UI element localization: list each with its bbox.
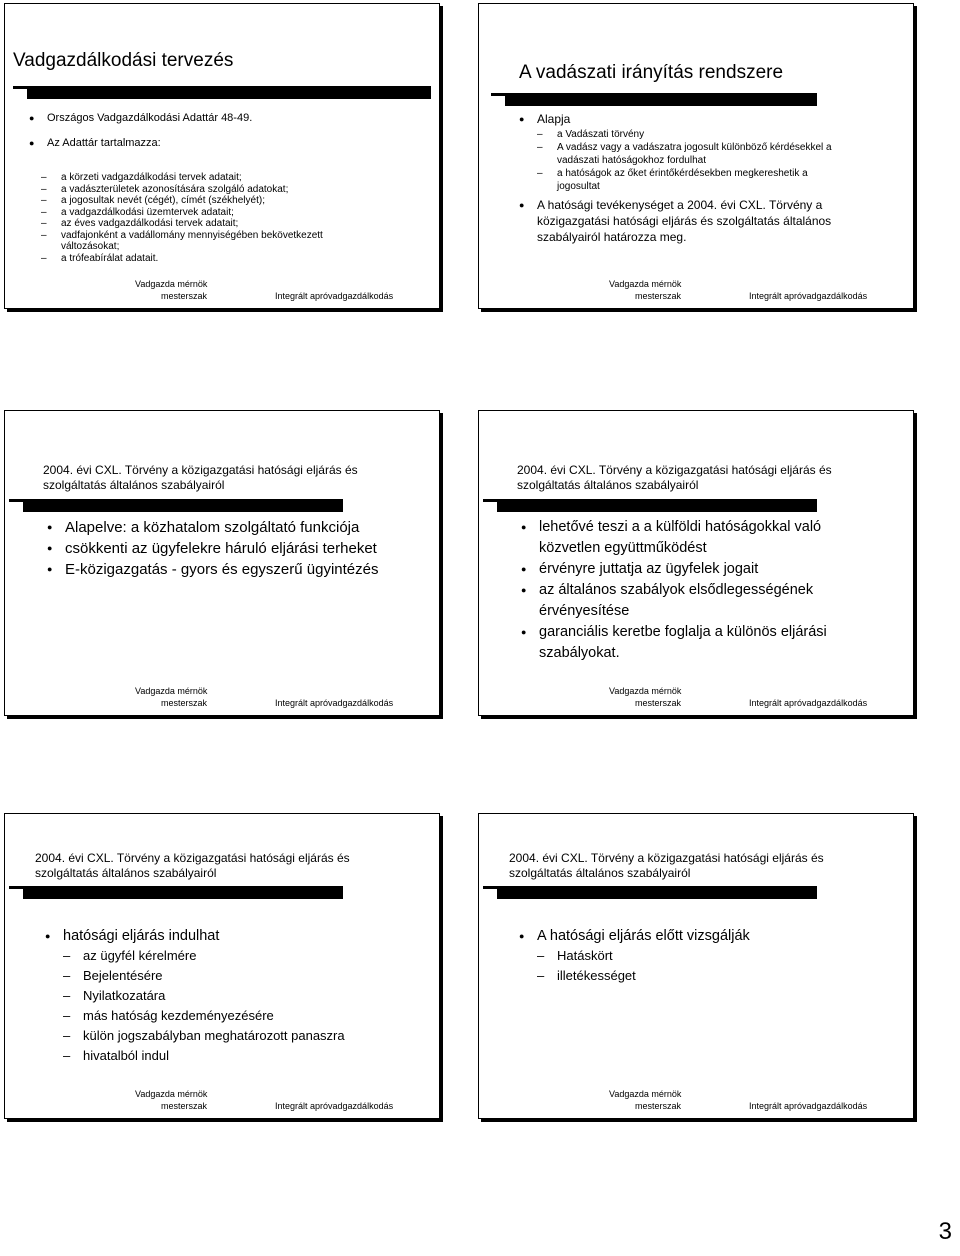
- bullet-list: [27, 112, 252, 162]
- title-underline-bar: [483, 886, 817, 899]
- title-bar-notch: [483, 502, 497, 512]
- list-item: ● Országos Vadgazdálkodási Adattár 48-49.: [27, 112, 252, 125]
- bullet-list: [517, 112, 837, 245]
- title-bar-notch: [13, 89, 27, 99]
- list-item: ● Alapelve: a közhatalom szolgáltató funkciója: [45, 517, 385, 538]
- title-underline-bar: [483, 499, 817, 512]
- slide-title: 2004. évi CXL. Törvény a közigazgatási hatósági eljárás és szolgáltatás általános szabályairól: [43, 463, 358, 492]
- list-item: – külön jogszabályban meghatározott panaszra: [63, 1026, 403, 1046]
- slide-1: Vadgazdálkodási tervezés ● Országos Vadgazdálkodási Adattár 48-49. ● Az Adattár tartalmazza: – a körzeti vadgazdálkodási tervek adatait; – a vadászterületek azonosítására szolgáló adatokat; – a jogosultak nevét (cégét), címét (székhelyét); – a vadgazdálkodási üzemtervek adatait; – az éves vadgazdálkodási tervek adatait; – vadfajonként a vadállomány mennyiségében bekövetkezett változásokat; – a trófeabírálat adatait. Vadgazda mérnök mesterszak Integrált apróvadgazdálkodás: [4, 3, 440, 309]
- list-item: – hivatalból indul: [63, 1046, 403, 1066]
- bullet-list: [45, 517, 385, 580]
- list-item: – Nyilatkozatára: [63, 986, 403, 1006]
- sub-list: [41, 172, 341, 264]
- list-item: – a trófeabírálat adatait.: [41, 253, 341, 265]
- slide-2: A vadászati irányítás rendszere ● Alapja – a Vadászati törvény – A vadász vagy a vadászatra jogosult különböző kérdésekkel a vadászati hatóságokhoz fordulhat – a hatóságok az őket érintőkérdésekben megkereshetik a jogosultat ● A hatósági tevékenységet a 2004. évi CXL. Törvény a közigazgatási hatósági eljárás és szolgáltatás általános szabályairól határozza meg. Vadgazda mérnök mesterszak Integrált apróvadgazdálkodás: [478, 3, 914, 309]
- list-item: ● Az Adattár tartalmazza:: [27, 137, 252, 150]
- slide-4: 2004. évi CXL. Törvény a közigazgatási hatósági eljárás és szolgáltatás általános szabályairól ● lehetővé teszi a a külföldi hatóságokkal való közvetlen együttműködést ● érvényre juttatja az ügyfelek jogait ● az általános szabályok elsődlegességének érvényesítése ● garanciális keretbe foglalja a különös eljárási szabályokat. Vadgazda mérnök mesterszak Integrált apróvadgazdálkodás: [478, 410, 914, 716]
- list-item: ● hatósági eljárás indulhat – az ügyfél kérelmére – Bejelentésére – Nyilatkozatára – más hatóság kezdeményezésére – külön jogszabályban meghatározott panaszra – hivatalból indul: [43, 926, 403, 1066]
- list-item: – vadfajonként a vadállomány mennyiségében bekövetkezett változásokat;: [41, 230, 341, 253]
- list-item: ● csökkenti az ügyfelekre háruló eljárási terheket: [45, 538, 385, 559]
- title-underline-bar: [491, 93, 817, 106]
- slide-5: 2004. évi CXL. Törvény a közigazgatási hatósági eljárás és szolgáltatás általános szabályairól ● hatósági eljárás indulhat – az ügyfél kérelmére – Bejelentésére – Nyilatkozatára – más hatóság kezdeményezésére – külön jogszabályban meghatározott panaszra – hivatalból indul Vadgazda mérnök mesterszak Integrált apróvadgazdálkodás: [4, 813, 440, 1119]
- list-item: ● garanciális keretbe foglalja a különös eljárási szabályokat.: [519, 622, 869, 664]
- list-item: ● lehetővé teszi a a külföldi hatóságokkal való közvetlen együttműködést: [519, 517, 869, 559]
- title-underline-bar: [9, 499, 343, 512]
- slide-title: Vadgazdálkodási tervezés: [13, 50, 234, 71]
- list-item: – Hatáskört: [537, 946, 877, 966]
- title-bar-notch: [9, 889, 23, 899]
- list-item: ● érvényre juttatja az ügyfelek jogait: [519, 559, 869, 580]
- list-item: – a vadgazdálkodási üzemtervek adatait;: [41, 207, 341, 219]
- list-item: ● E-közigazgatás - gyors és egyszerű ügyintézés: [45, 559, 385, 580]
- list-item: ● az általános szabályok elsődlegességének érvényesítése: [519, 580, 869, 622]
- title-bar-notch: [483, 889, 497, 899]
- list-item: – az ügyfél kérelmére: [63, 946, 403, 966]
- title-underline-bar: [13, 86, 431, 99]
- list-item: – A vadász vagy a vadászatra jogosult különböző kérdésekkel a vadászati hatóságokhoz fordulhat: [537, 141, 837, 167]
- list-item: – a Vadászati törvény: [537, 128, 837, 141]
- list-item: – a vadászterületek azonosítására szolgáló adatokat;: [41, 184, 341, 196]
- title-underline-bar: [9, 886, 343, 899]
- list-item: – a hatóságok az őket érintőkérdésekben megkereshetik a jogosultat: [537, 167, 837, 193]
- list-item: – az éves vadgazdálkodási tervek adatait;: [41, 218, 341, 230]
- list-item: – a jogosultak nevét (cégét), címét (székhelyét);: [41, 195, 341, 207]
- slide-title: A vadászati irányítás rendszere: [519, 62, 784, 83]
- slide-title: 2004. évi CXL. Törvény a közigazgatási hatósági eljárás és szolgáltatás általános szabályairól: [517, 463, 832, 492]
- bullet-list: [519, 517, 869, 664]
- title-bar-notch: [491, 96, 505, 106]
- bullet-list: [517, 926, 877, 986]
- slide-3: 2004. évi CXL. Törvény a közigazgatási hatósági eljárás és szolgáltatás általános szabályairól ● Alapelve: a közhatalom szolgáltató funkciója ● csökkenti az ügyfelekre háruló eljárási terheket ● E-közigazgatás - gyors és egyszerű ügyintézés Vadgazda mérnök mesterszak Integrált apróvadgazdálkodás: [4, 410, 440, 716]
- list-item: ● A hatósági tevékenységet a 2004. évi CXL. Törvény a közigazgatási hatósági eljárás és szolgáltatás általános szabályairól határozza meg.: [517, 197, 837, 245]
- list-item: ● A hatósági eljárás előtt vizsgálják – Hatáskört – illetékességet: [517, 926, 877, 986]
- page-number: 3: [938, 1218, 952, 1245]
- slide-title: 2004. évi CXL. Törvény a közigazgatási hatósági eljárás és szolgáltatás általános szabályairól: [35, 851, 350, 880]
- slide-6: 2004. évi CXL. Törvény a közigazgatási hatósági eljárás és szolgáltatás általános szabályairól ● A hatósági eljárás előtt vizsgálják – Hatáskört – illetékességet Vadgazda mérnök mesterszak Integrált apróvadgazdálkodás: [478, 813, 914, 1119]
- slide-title: 2004. évi CXL. Törvény a közigazgatási hatósági eljárás és szolgáltatás általános szabályairól: [509, 851, 824, 880]
- list-item: – a körzeti vadgazdálkodási tervek adatait;: [41, 172, 341, 184]
- bullet-list: [43, 926, 403, 1066]
- title-bar-notch: [9, 502, 23, 512]
- list-item: ● Alapja – a Vadászati törvény – A vadász vagy a vadászatra jogosult különböző kérdésekkel a vadászati hatóságokhoz fordulhat – a hatóságok az őket érintőkérdésekben megkereshetik a jogosultat: [517, 112, 837, 193]
- list-item: – Bejelentésére: [63, 966, 403, 986]
- list-item: – illetékességet: [537, 966, 877, 986]
- list-item: – más hatóság kezdeményezésére: [63, 1006, 403, 1026]
